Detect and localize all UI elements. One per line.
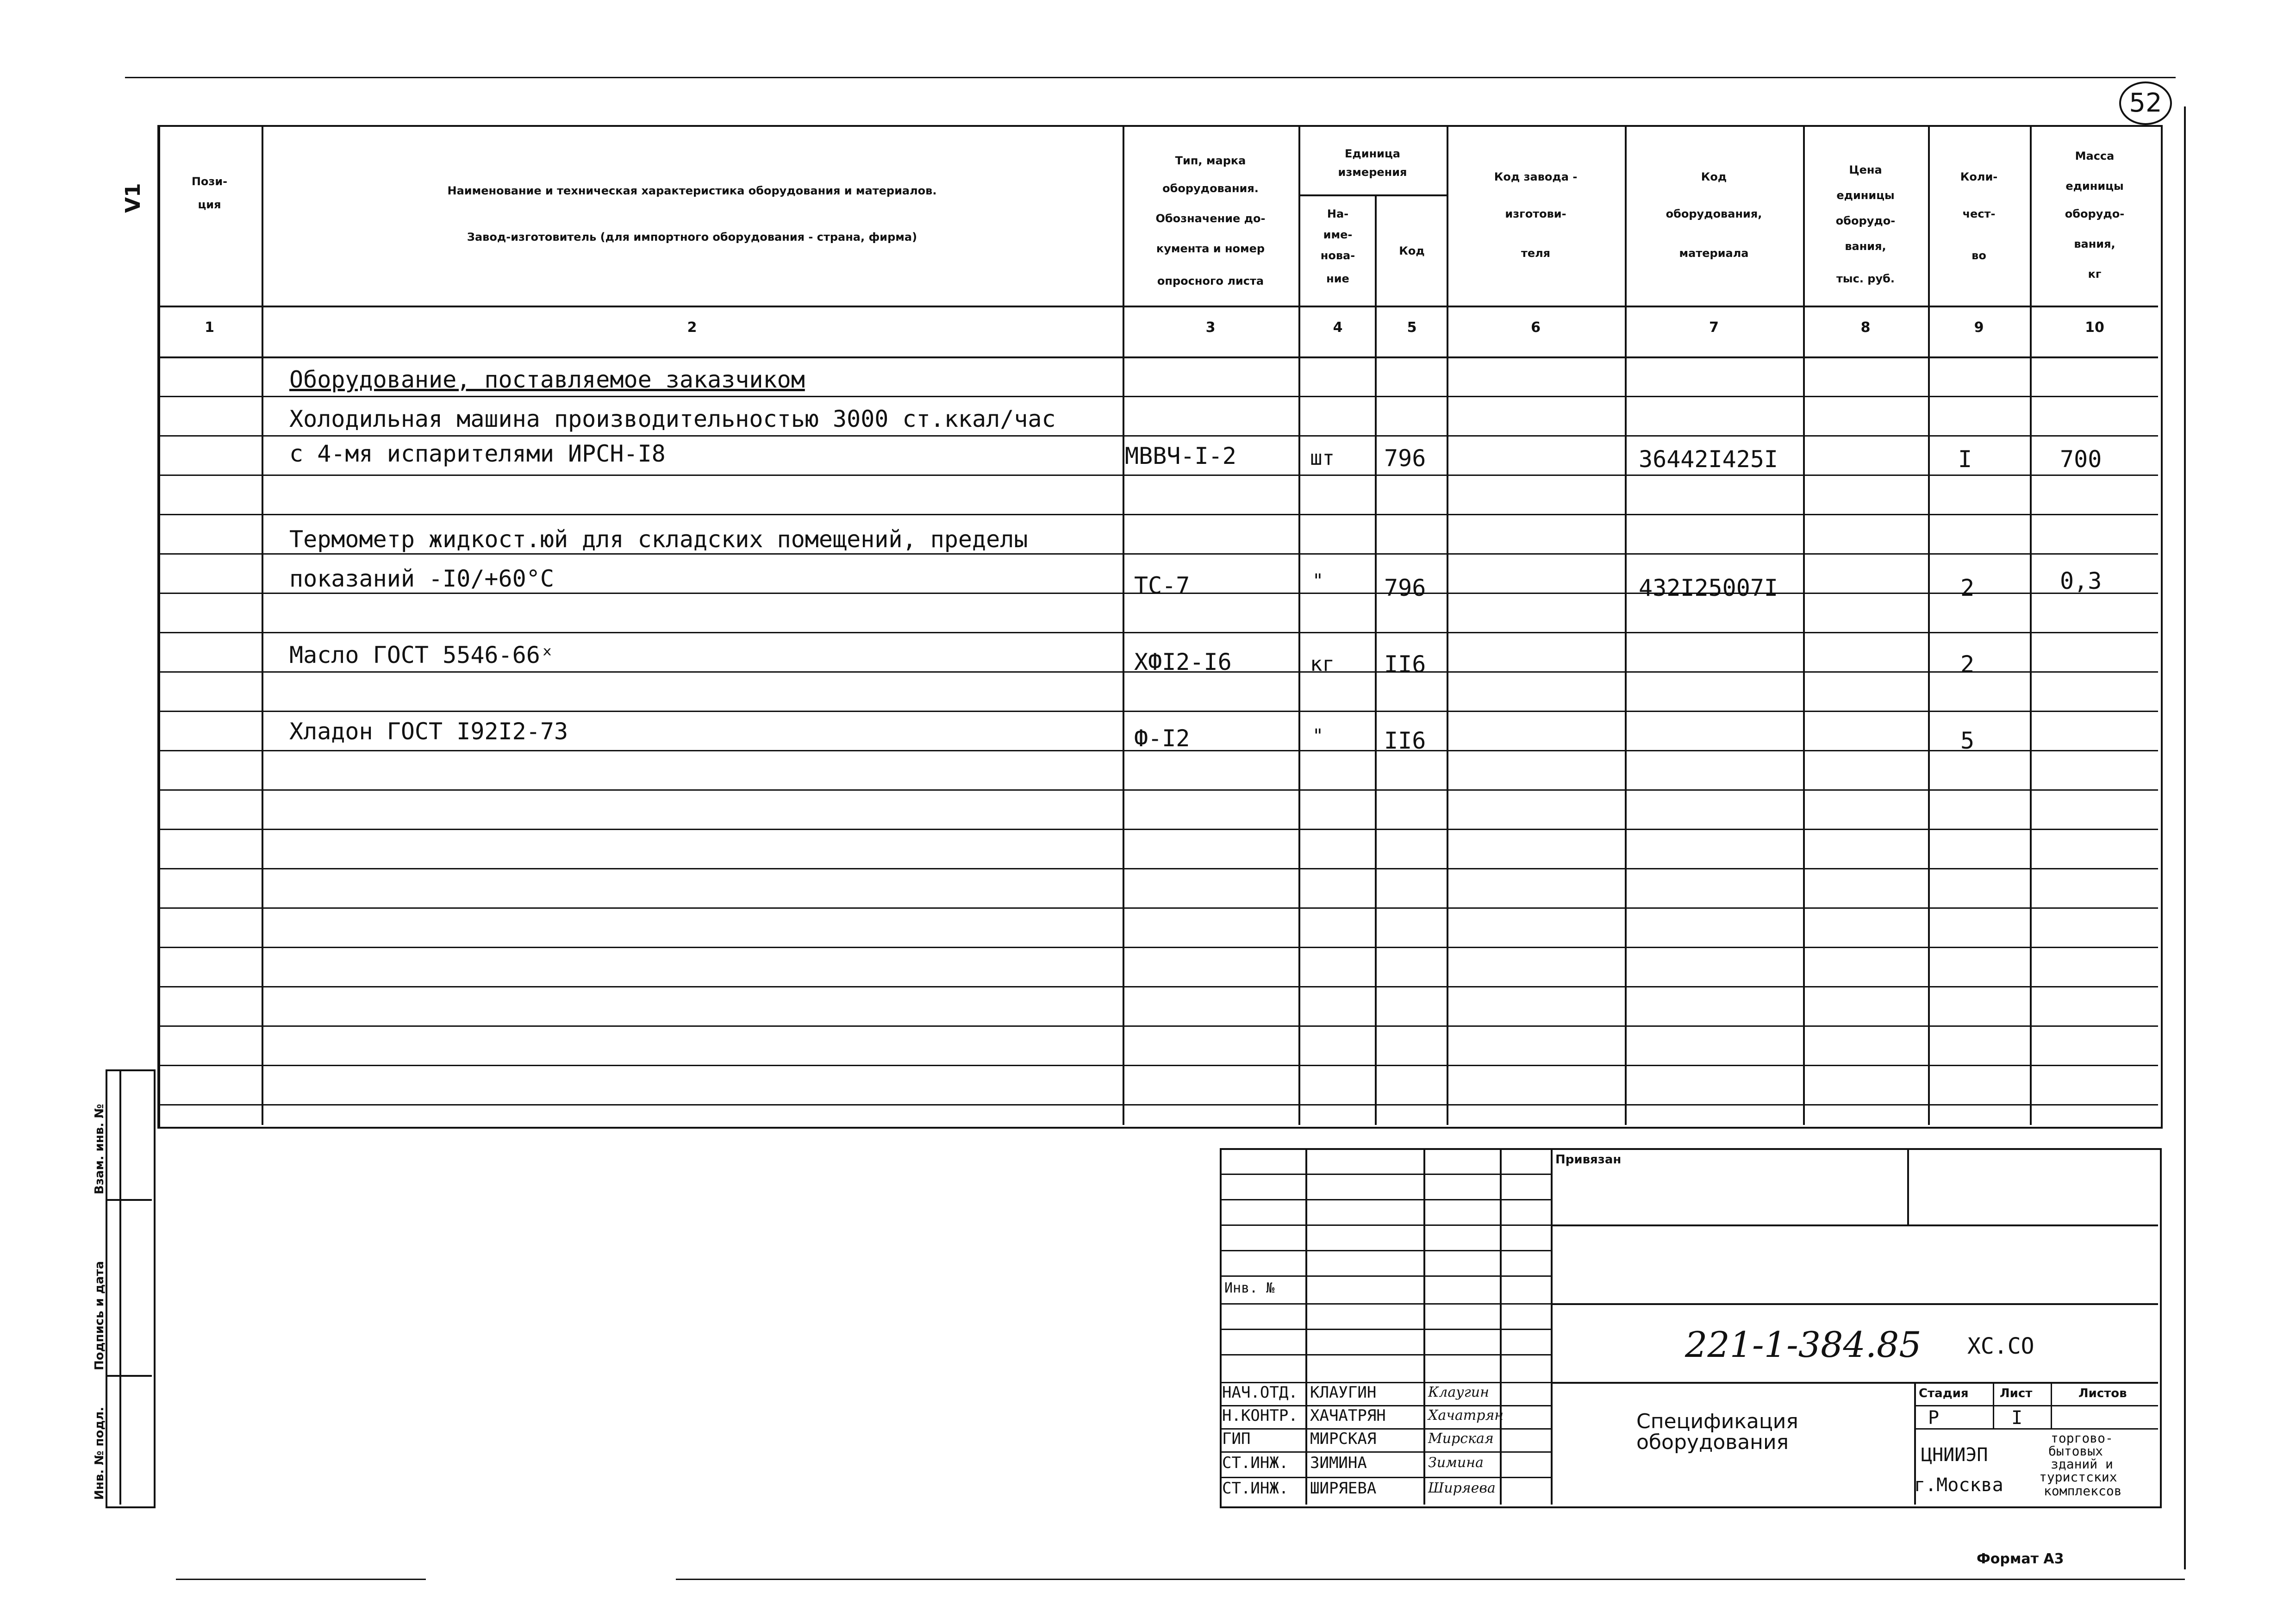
tb-row-line xyxy=(1220,1477,1551,1478)
tb-right-line-3 xyxy=(1551,1382,2158,1384)
unit-subheader-line xyxy=(1298,194,1447,196)
tb-stage-label: Стадия xyxy=(1919,1387,1969,1400)
tb-org-dept-3: зданий и xyxy=(2051,1456,2113,1472)
tb-row-line xyxy=(1220,1329,1551,1330)
number-row-bottom-line xyxy=(157,356,2158,358)
left-mark: V1 xyxy=(121,183,145,213)
row-line xyxy=(157,986,2158,987)
tb-signer-name: ЗИМИНА xyxy=(1310,1454,1367,1472)
header-unit-l1: Единица xyxy=(1345,147,1400,160)
header-mass-l4: вания, xyxy=(2074,237,2115,250)
tb-stage-value: Р xyxy=(1928,1407,1940,1429)
tb-stage-col xyxy=(1993,1382,1994,1428)
item-name: Холодильная машина производительностью 3000 ст.ккал/час xyxy=(289,406,1056,432)
top-border xyxy=(125,77,2176,78)
tb-signer-name: ХАЧАТРЯН xyxy=(1310,1406,1386,1425)
tb-stage-line xyxy=(1914,1428,2158,1430)
header-type-l1: Тип, марка xyxy=(1175,154,1246,167)
item-qty: I xyxy=(1958,446,1972,473)
header-mass-l1: Масса xyxy=(2075,150,2115,162)
tb-sheet-value: I xyxy=(2011,1407,2023,1429)
header-type-l3: Обозначение до- xyxy=(1155,212,1266,225)
col-number: 10 xyxy=(2085,319,2104,336)
col-number: 1 xyxy=(205,319,214,336)
tb-signer-name: КЛАУГИН xyxy=(1310,1383,1377,1402)
item-equip-code: 36442I425I xyxy=(1639,446,1778,473)
tb-row-line xyxy=(1220,1224,1551,1226)
tb-signer-name: МИРСКАЯ xyxy=(1310,1430,1377,1448)
item-equip-code: 432I25007I xyxy=(1639,575,1778,601)
page-number-badge: 52 xyxy=(2119,81,2172,125)
header-position-l2: ция xyxy=(198,198,221,211)
header-qty-l2: чест- xyxy=(1962,207,1996,220)
header-equip-code-l1: Код xyxy=(1701,170,1727,183)
tb-row-line xyxy=(1220,1303,1551,1305)
header-bottom-line xyxy=(157,306,2158,307)
item-type: Ф-I2 xyxy=(1134,725,1190,752)
col-line-8 xyxy=(1928,125,1930,1125)
item-unit: " xyxy=(1312,570,1324,592)
right-border xyxy=(2184,106,2186,1569)
item-name: показаний -I0/+60°C xyxy=(289,565,554,592)
tb-signer-role: Н.КОНТР. xyxy=(1222,1406,1298,1425)
tb-col-line xyxy=(1551,1148,1553,1505)
col-line-4 xyxy=(1375,194,1377,1125)
row-line xyxy=(157,396,2158,397)
item-mass: 0,3 xyxy=(2060,568,2102,594)
header-factory-code-l2: изготови- xyxy=(1505,207,1566,220)
tb-row-line xyxy=(1220,1354,1551,1355)
col-number: 8 xyxy=(1860,319,1871,336)
header-unit-name-l4: ние xyxy=(1326,272,1349,285)
tb-signer-role: ГИП xyxy=(1222,1430,1251,1448)
item-name: с 4-мя испарителями ИРСН-I8 xyxy=(289,440,666,467)
col-number: 5 xyxy=(1407,319,1417,336)
item-qty: 2 xyxy=(1960,651,1975,678)
tb-row-line xyxy=(1220,1199,1551,1200)
side-stamp-inner-line xyxy=(119,1069,121,1505)
tb-inv-label: Инв. № xyxy=(1224,1280,1275,1296)
item-unit: " xyxy=(1312,725,1324,747)
item-type: МВВЧ-I-2 xyxy=(1125,443,1236,469)
row-line xyxy=(157,475,2158,476)
header-price-l1: Цена xyxy=(1849,163,1882,176)
side-stamp-divider-1 xyxy=(106,1199,152,1201)
tb-signer-role: СТ.ИНЖ. xyxy=(1222,1454,1289,1472)
tb-signer-role: НАЧ.ОТД. xyxy=(1222,1383,1298,1402)
row-line xyxy=(157,711,2158,712)
row-line xyxy=(157,789,2158,791)
tb-signer-name: ШИРЯЕВА xyxy=(1310,1479,1377,1498)
col-line-9 xyxy=(2030,125,2032,1125)
tb-row-line xyxy=(1220,1250,1551,1251)
col-line-5 xyxy=(1447,125,1448,1125)
col-line-3 xyxy=(1298,125,1300,1125)
header-qty-l1: Коли- xyxy=(1960,170,1998,183)
tb-tied-label: Привязан xyxy=(1555,1153,1622,1167)
row-line xyxy=(157,514,2158,515)
tb-row-line xyxy=(1220,1451,1551,1453)
tb-signer-signature: Зимина xyxy=(1428,1455,1484,1471)
header-equip-code-l2: оборудования, xyxy=(1666,207,1762,220)
col-number: 9 xyxy=(1974,319,1984,336)
row-line xyxy=(157,907,2158,909)
header-unit-l2: измерения xyxy=(1338,166,1407,179)
header-price-l2: единицы xyxy=(1836,189,1895,202)
col-line-6 xyxy=(1625,125,1627,1125)
header-name-l1: Наименование и техническая характеристика оборудования и материалов. xyxy=(447,184,937,197)
item-unit-code: 796 xyxy=(1384,445,1426,472)
item-qty: 5 xyxy=(1960,727,1975,754)
header-name-l2: Завод-изготовитель (для импортного оборудования - страна, фирма) xyxy=(467,231,917,244)
col-line-2 xyxy=(1123,125,1124,1125)
header-price-l4: вания, xyxy=(1845,240,1886,253)
row-line xyxy=(157,1104,2158,1106)
item-unit: шт xyxy=(1310,446,1335,470)
header-factory-code-l1: Код завода - xyxy=(1494,170,1578,183)
tb-row-line xyxy=(1220,1428,1551,1430)
tb-right-line-2 xyxy=(1551,1303,2158,1305)
item-unit-code: II6 xyxy=(1384,727,1426,754)
tb-org-dept-1: торгово- xyxy=(2051,1430,2113,1446)
item-type: ХФI2-I6 xyxy=(1134,649,1232,675)
side-label-inv-podl: Инв. № подл. xyxy=(93,1406,106,1500)
header-position-l1: Пози- xyxy=(191,175,228,188)
tb-signer-signature: Ширяева xyxy=(1428,1480,1496,1496)
tb-doc-code: 221-1-384.85 xyxy=(1685,1324,1922,1365)
tb-doc-title-l2: оборудования xyxy=(1636,1430,1789,1454)
row-line xyxy=(157,1025,2158,1027)
col-number: 3 xyxy=(1205,319,1216,336)
row-line xyxy=(157,868,2158,869)
tb-right-line-1 xyxy=(1551,1224,2158,1226)
item-mass: 700 xyxy=(2060,446,2102,473)
col-number: 2 xyxy=(687,319,697,336)
header-unit-name-l1: На- xyxy=(1327,207,1349,220)
col-number: 4 xyxy=(1333,319,1343,336)
item-name: Термометр жидкост.юй для складских помещений, пределы xyxy=(289,526,1028,553)
format-label: Формат А3 xyxy=(1977,1551,2064,1567)
side-label-vzam-inv: Взам. инв. № xyxy=(93,1104,106,1194)
tb-org-dept-2: бытовых xyxy=(2048,1443,2103,1459)
tb-doc-suffix: ХС.СО xyxy=(1967,1333,2034,1359)
row-line xyxy=(157,553,2158,555)
header-mass-l2: единицы xyxy=(2065,180,2124,193)
side-stamp-divider-2 xyxy=(106,1375,152,1377)
tb-signer-role: СТ.ИНЖ. xyxy=(1222,1479,1289,1498)
header-factory-code-l3: теля xyxy=(1521,247,1551,260)
header-unit-name-l2: име- xyxy=(1323,228,1353,241)
tb-sheets-label: Листов xyxy=(2078,1387,2127,1400)
col-line-7 xyxy=(1803,125,1805,1125)
header-unit-name-l3: нова- xyxy=(1320,249,1355,262)
item-unit-code: II6 xyxy=(1384,651,1426,678)
tb-org-dept-4: туристских xyxy=(2039,1469,2117,1485)
col-number: 7 xyxy=(1709,319,1719,336)
item-unit-code: 796 xyxy=(1384,575,1426,601)
header-mass-l3: оборудо- xyxy=(2065,207,2125,220)
tb-org-dept-5: комплексов xyxy=(2044,1483,2122,1499)
side-label-signature-date: Подпись и дата xyxy=(93,1261,106,1370)
tb-signer-signature: Клаугин xyxy=(1428,1384,1489,1400)
tb-stage-line xyxy=(1914,1405,2158,1406)
row-line xyxy=(157,632,2158,633)
header-mass-l5: кг xyxy=(2088,268,2102,281)
item-type: ТС-7 xyxy=(1134,572,1190,599)
tb-sheet-label: Лист xyxy=(2000,1387,2033,1400)
header-qty-l3: во xyxy=(1972,249,1986,262)
tb-row-line xyxy=(1220,1174,1551,1175)
tb-signer-signature: Мирская xyxy=(1428,1430,1494,1447)
item-unit: кг xyxy=(1310,652,1335,676)
header-price-l5: тыс. руб. xyxy=(1836,272,1895,285)
header-type-l4: кумента и номер xyxy=(1156,242,1265,255)
header-price-l3: оборудо- xyxy=(1835,214,1896,227)
bottom-border-right xyxy=(676,1579,2185,1580)
row-line xyxy=(157,829,2158,830)
tb-city: г.Москва xyxy=(1914,1474,2003,1496)
tb-doc-title-l1: Спецификация xyxy=(1636,1410,1798,1433)
tb-signer-signature: Хачатрян xyxy=(1428,1407,1504,1424)
header-equip-code-l3: материала xyxy=(1679,247,1749,260)
tb-row-line xyxy=(1220,1275,1551,1277)
col-number: 6 xyxy=(1531,319,1541,336)
side-stamp xyxy=(106,1069,156,1508)
header-unit-code: Код xyxy=(1399,244,1425,257)
bottom-border-left xyxy=(176,1579,426,1580)
section-heading: Оборудование, поставляемое заказчиком xyxy=(289,366,805,393)
row-line xyxy=(157,947,2158,948)
row-line xyxy=(157,1065,2158,1066)
col-line-1 xyxy=(262,125,263,1125)
tb-org: ЦНИИЭП xyxy=(1921,1444,1988,1466)
item-name: Масло ГОСТ 5546-66ˣ xyxy=(289,642,554,668)
header-type-l5: опросного листа xyxy=(1157,275,1264,287)
tb-tied-divider xyxy=(1907,1148,1909,1224)
tb-stage-col xyxy=(2051,1382,2052,1428)
item-name: Хладон ГОСТ I92I2-73 xyxy=(289,718,568,745)
header-type-l2: оборудования. xyxy=(1162,182,1259,195)
row-line xyxy=(157,435,2158,437)
item-qty: 2 xyxy=(1960,575,1975,601)
